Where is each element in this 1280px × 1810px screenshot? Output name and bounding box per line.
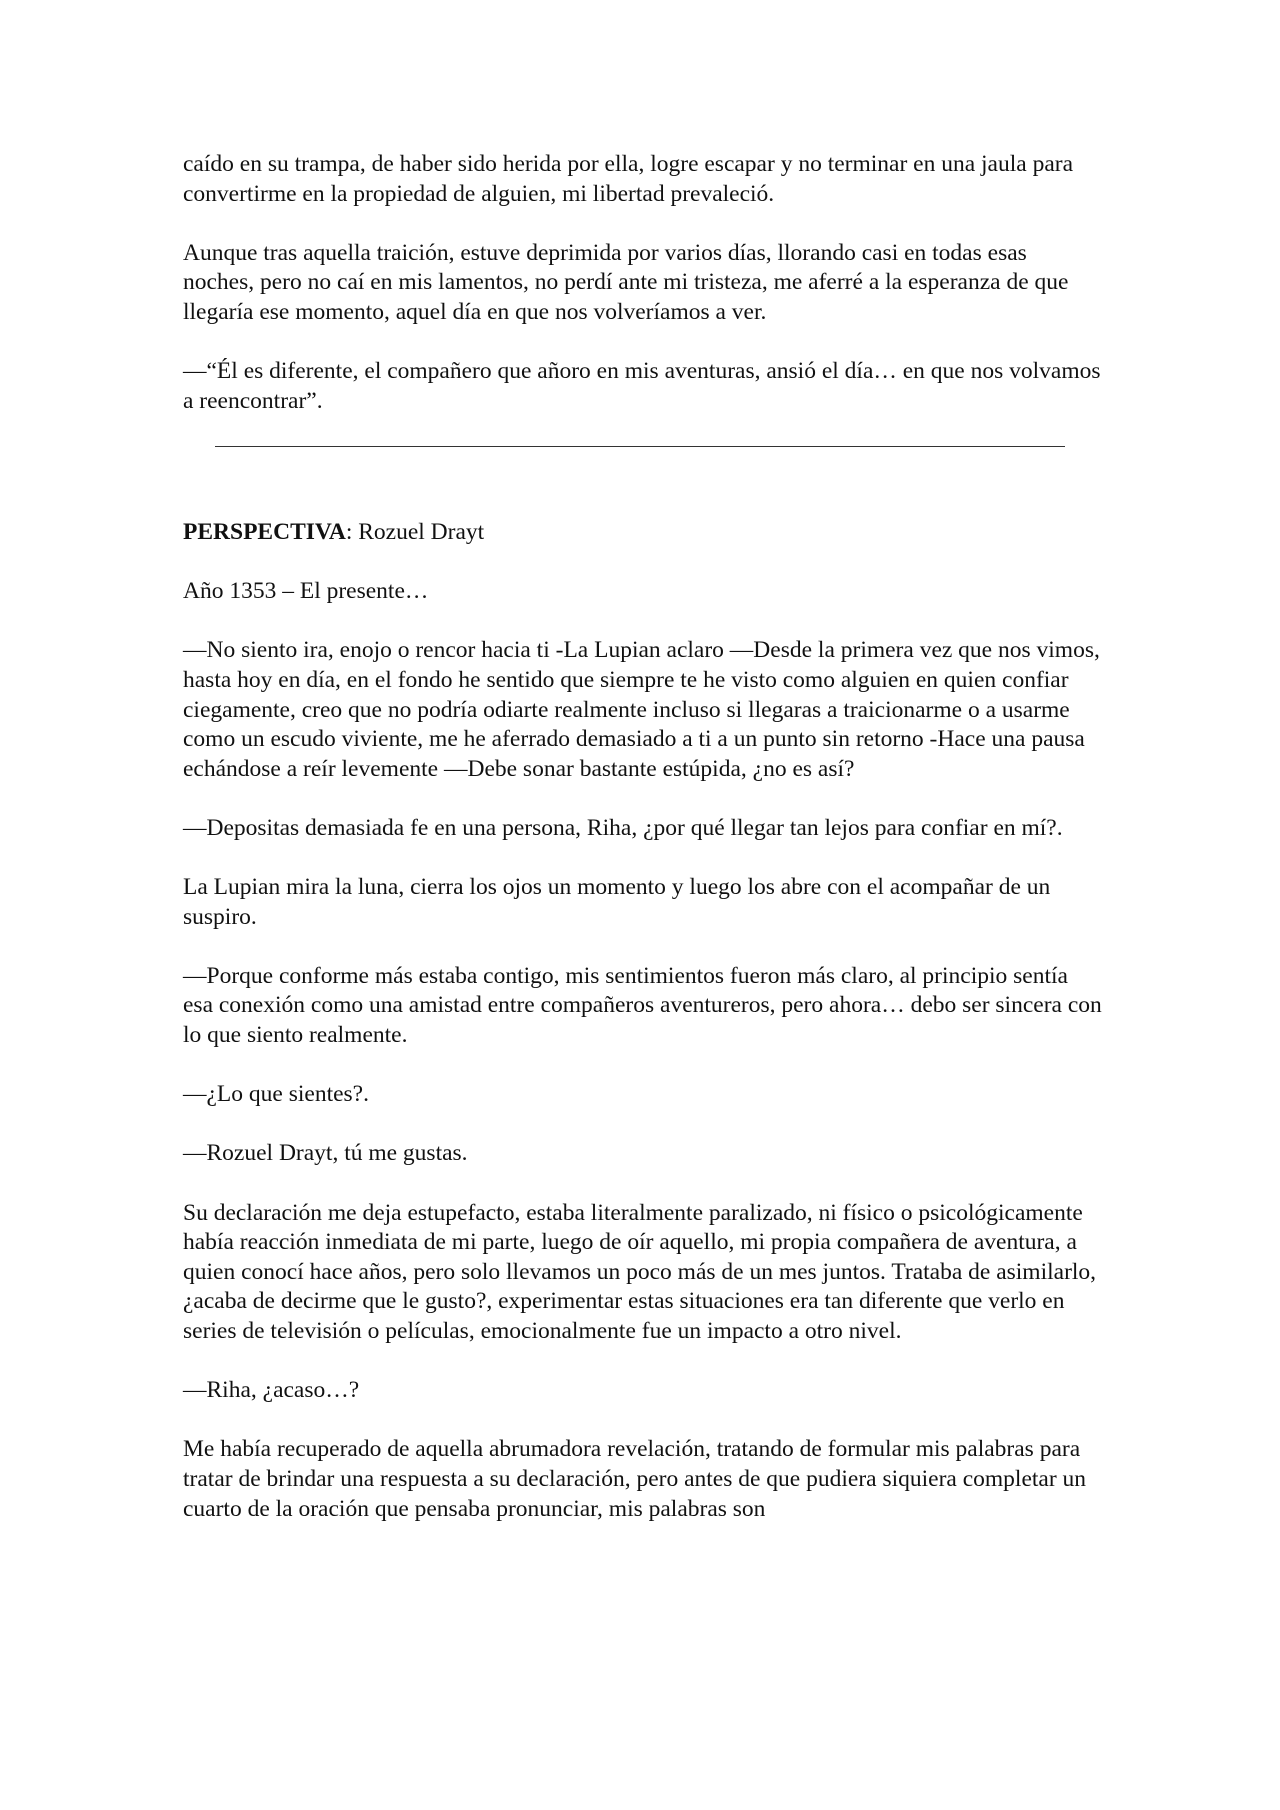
paragraph-betrayal: Aunque tras aquella traición, estuve deprimida por varios días, llorando casi en todas esas noches, pero no caí en mis lamentos, no perdí ante mi tristeza, me aferré a la esperanza de que llegaría ese momento, aquel día en que nos volveríamos a ver. [183, 239, 1069, 325]
paragraph-faith: —Depositas demasiada fe en una persona, Riha, ¿por qué llegar tan lejos para confiar en mí?. [183, 814, 1063, 841]
paragraph-year: Año 1353 – El presente… [183, 578, 429, 605]
perspective-heading [183, 518, 1103, 548]
paragraph-quote: —“Él es diferente, el compañero que añoro en mis aventuras, ansió el día… en que nos volvamos a reencontrar”. [183, 358, 1101, 414]
perspective-label: PERSPECTIVA [183, 518, 346, 545]
paragraph-riha-question: —Riha, ¿acaso…? [183, 1377, 360, 1404]
paragraph-feelings: —Porque conforme más estaba contigo, mis sentimientos fueron más claro, al principio sentía esa conexión como una amistad entre compañeros aventureros, pero ahora… debo ser sincera con lo que siento realmente. [183, 962, 1102, 1049]
perspective-name: : Rozuel Drayt [345, 518, 485, 545]
paragraph-confession: —Rozuel Drayt, tú me gustas. [183, 1140, 468, 1167]
paragraph-stunned: Su declaración me deja estupefacto, estaba literalmente paralizado, ni físico o psicológicamente había reacción inmediata de mi parte, luego de oír aquello, mi propia compañera de aventura, a quien conocí hace años, pero solo llevamos un poco más de un mes juntos. Trataba de asimilarlo, ¿acaba de decirme que le gusto?, experimentar estas situaciones era tan diferente que verlo en series de televisión o películas, emocionalmente fue un impacto a otro nivel. [183, 1199, 1097, 1344]
document-page [183, 150, 1103, 1554]
paragraph-what-you-feel: —¿Lo que sientes?. [183, 1081, 369, 1108]
paragraph-recovered: Me había recuperado de aquella abrumadora revelación, tratando de formular mis palabras para tratar de brindar una respuesta a su declaración, pero antes de que pudiera siquiera completar un cuarto de la oración que pensaba pronunciar, mis palabras son [183, 1436, 1087, 1522]
paragraph-trap-escape: caído en su trampa, de haber sido herida por ella, logre escapar y no terminar en una jaula para convertirme en la propiedad de alguien, mi libertad prevaleció. [183, 151, 1074, 207]
paragraph-moon: La Lupian mira la luna, cierra los ojos un momento y luego los abre con el acompañar de un suspiro. [183, 874, 1051, 930]
paragraph-no-anger: —No siento ira, enojo o rencor hacia ti -La Lupian aclaro —Desde la primera vez que nos vimos, hasta hoy en día, en el fondo he sentido que siempre te he visto como alguien en quien confiar ciegamente, creo que no podría odiarte realmente incluso si llegaras a traicionarme o a usarme como un escudo viviente, me he aferrado demasiado a ti a un punto sin retorno -Hace una pausa echándose a reír levemente —Debe sonar bastante estúpida, ¿no es así? [183, 637, 1100, 782]
section-gap [183, 447, 1103, 518]
